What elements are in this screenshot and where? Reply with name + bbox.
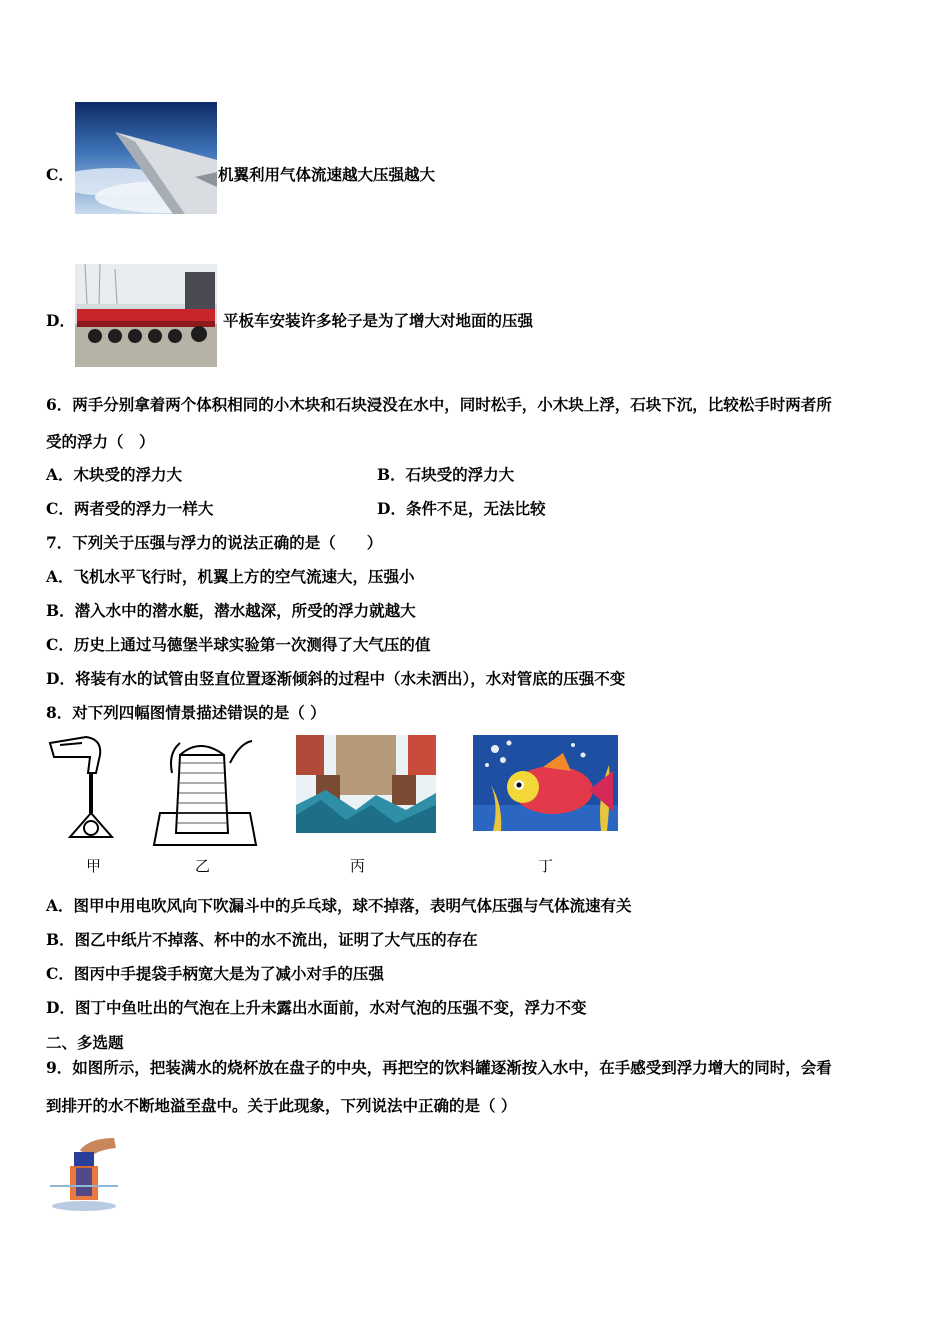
q8-stem: 8．对下列四幅图情景描述错误的是（ ） (46, 703, 326, 722)
q7-option-b: B．潜入水中的潜水艇，潜水越深，所受的浮力就越大 (46, 601, 416, 620)
option-c-letter: C． (46, 165, 74, 184)
q8-option-a: A．图甲中用电吹风向下吹漏斗中的乒乓球，球不掉落，表明气体压强与气体流速有关 (46, 896, 632, 915)
q8-option-d: D．图丁中鱼吐出的气泡在上升未露出水面前，水对气泡的压强不变，浮力不变 (46, 998, 587, 1017)
fish-bubbles-picture (473, 735, 618, 831)
beaker-can-photo (50, 1136, 118, 1214)
option-d-text: 平板车安装许多轮子是为了增大对地面的压强 (223, 311, 534, 330)
caption-jia: 甲 (86, 857, 102, 875)
option-d-letter: D． (46, 311, 75, 330)
caption-ding: 丁 (538, 857, 554, 875)
caption-yi: 乙 (195, 857, 211, 875)
q6-option-b: B．石块受的浮力大 (377, 465, 515, 484)
caption-bing: 丙 (350, 857, 366, 875)
option-c-text: 机翼利用气体流速越大压强越大 (218, 165, 436, 184)
airplane-wing-photo (75, 102, 217, 214)
flatbed-truck-photo (75, 264, 217, 367)
q7-stem: 7．下列关于压强与浮力的说法正确的是（ ） (46, 533, 383, 552)
hairdryer-funnel-figure (46, 733, 120, 848)
q6-option-c: C．两者受的浮力一样大 (46, 499, 214, 518)
q7-option-a: A．飞机水平飞行时，机翼上方的空气流速大，压强小 (46, 567, 415, 586)
q6-option-a: A．木块受的浮力大 (46, 465, 183, 484)
q8-option-b: B．图乙中纸片不掉落、杯中的水不流出，证明了大气压的存在 (46, 930, 478, 949)
q7-option-d: D．将装有水的试管由竖直位置逐渐倾斜的过程中（水未洒出），水对管底的压强不变 (46, 669, 626, 688)
shopping-bag-photo (296, 735, 436, 833)
q9-stem-line1: 9．如图所示，把装满水的烧杯放在盘子的中央，再把空的饮料罐逐渐按入水中，在手感受到浮力增大的同时，会看 (46, 1058, 832, 1077)
q6-option-d: D．条件不足，无法比较 (377, 499, 546, 518)
q6-stem-line2: 受的浮力（ ） (46, 432, 155, 451)
q7-option-c: C．历史上通过马德堡半球实验第一次测得了大气压的值 (46, 635, 431, 654)
cup-paper-figure (150, 733, 260, 848)
section-title: 二、多选题 (46, 1033, 124, 1052)
q6-stem-line1: 6．两手分别拿着两个体积相同的小木块和石块浸没在水中，同时松手，小木块上浮，石块下沉，比较松手时两者所 (46, 395, 832, 414)
q9-stem-line2: 到排开的水不断地溢至盘中。关于此现象，下列说法中正确的是（ ） (46, 1096, 517, 1115)
q8-option-c: C．图丙中手提袋手柄宽大是为了减小对手的压强 (46, 964, 384, 983)
